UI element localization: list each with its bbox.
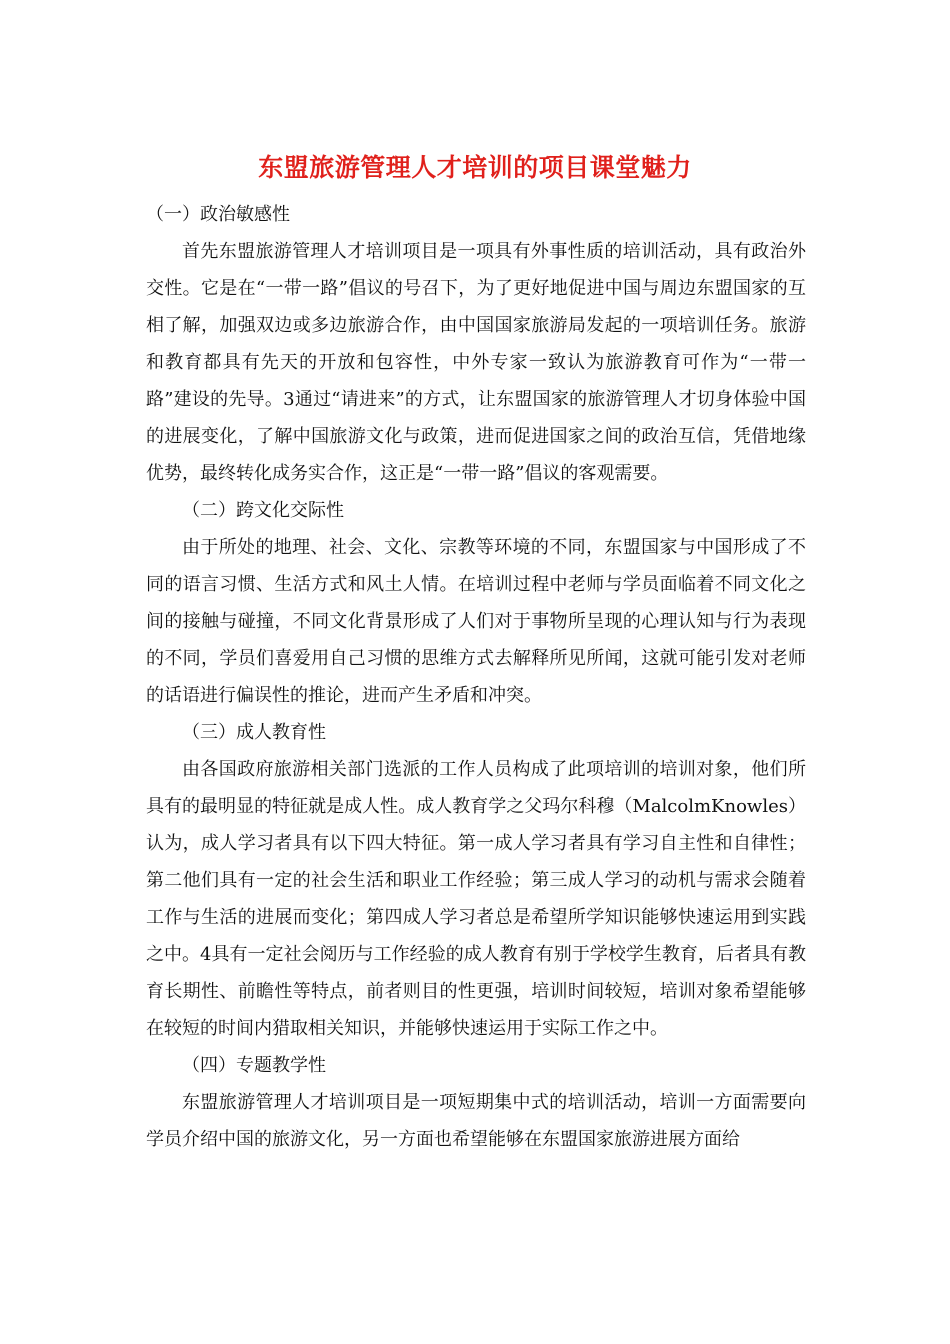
section-adult-education — [146, 714, 806, 1047]
section-heading: （三）成人教育性 — [182, 722, 326, 743]
section-paragraph: 首先东盟旅游管理人才培训项目是一项具有外事性质的培训活动，具有政治外交性。它是在“一带一路”倡议的号召下，为了更好地促进中国与周边东盟国家的互相了解，加强双边或多边旅游合作，由中国国家旅游局发起的一项培训任务。旅游和教育都具有先天的开放和包容性，中外专家一致认为旅游教育可作为“一带一路”建设的先导。3通过“请进来”的方式，让东盟国家的旅游管理人才切身体验中国的进展变化，了解中国旅游文化与政策，进而促进国家之间的政治互信，凭借地缘优势，最终转化成务实合作，这正是“一带一路”倡议的客观需要。 — [146, 241, 806, 484]
section-heading: （一）政治敏感性 — [146, 204, 290, 225]
section-thematic-teaching — [146, 1047, 806, 1158]
section-paragraph: 由于所处的地理、社会、文化、宗教等环境的不同，东盟国家与中国形成了不同的语言习惯、生活方式和风土人情。在培训过程中老师与学员面临着不同文化之间的接触与碰撞，不同文化背景形成了人们对于事物所呈现的心理认知与行为表现的不同，学员们喜爱用自己习惯的思维方式去解释所见所闻，这就可能引发对老师的话语进行偏误性的推论，进而产生矛盾和冲突。 — [146, 537, 806, 706]
section-heading: （二）跨文化交际性 — [182, 500, 344, 521]
section-paragraph: 由各国政府旅游相关部门选派的工作人员构成了此项培训的培训对象，他们所具有的最明显的特征就是成人性。成人教育学之父玛尔科穆（MalcolmKnowles）认为，成人学习者具有以下四大特征。第一成人学习者具有学习自主性和自律性；第二他们具有一定的社会生活和职业工作经验；第三成人学习的动机与需求会随着工作与生活的进展而变化；第四成人学习者总是希望所学知识能够快速运用到实践之中。4具有一定社会阅历与工作经验的成人教育有别于学校学生教育，后者具有教育长期性、前瞻性等特点，前者则目的性更强，培训时间较短，培训对象希望能够在较短的时间内猎取相关知识，并能够快速运用于实际工作之中。 — [146, 759, 806, 1039]
section-political — [146, 196, 806, 492]
document-title: 东盟旅游管理人才培训的项目课堂魅力 — [258, 153, 692, 182]
document-body — [146, 196, 806, 1158]
section-intercultural — [146, 492, 806, 714]
section-paragraph: 东盟旅游管理人才培训项目是一项短期集中式的培训活动，培训一方面需要向学员介绍中国的旅游文化，另一方面也希望能够在东盟国家旅游进展方面给 — [146, 1092, 806, 1150]
section-heading: （四）专题教学性 — [182, 1055, 326, 1076]
